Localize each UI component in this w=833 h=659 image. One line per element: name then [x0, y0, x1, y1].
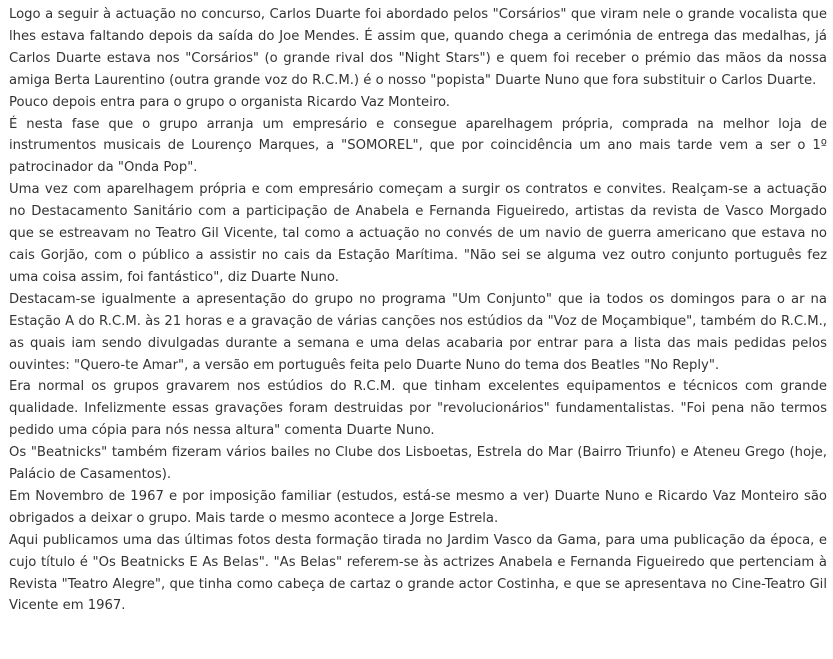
paragraph-gravacoes-rcm: Era normal os grupos gravarem nos estúdios do R.C.M. que tinham excelentes equipamentos e técnicos com grande qualidade. Infelizmente essas gravações foram destruidas por "revolucionários" fundamentalistas. "Foi pena não termos pedido uma cópia para nós nessa altura" comenta Duarte Nuno.: [9, 379, 827, 439]
paragraph-bailes: Os "Beatnicks" também fizeram vários bailes no Clube dos Lisboetas, Estrela do Mar (Bairro Triunfo) e Ateneu Grego (hoje, Palácio de Casamentos).: [9, 445, 827, 483]
paragraph-novembro-1967: Em Novembro de 1967 e por imposição familiar (estudos, está-se mesmo a ver) Duarte Nuno e Ricardo Vaz Monteiro são obrigados a deixar o grupo. Mais tarde o mesmo acontece a Jorge Estrela.: [9, 488, 827, 526]
paragraph-os-beatnicks-e-as-belas: Aqui publicamos uma das últimas fotos desta formação tirada no Jardim Vasco da Gama, para uma publicação da época, e cujo título é "Os Beatnicks E As Belas". "As Belas" referem-se às actrizes Anabela e Fernanda Figueiredo que pertenciam à Revista "Teatro Alegre", que tinha como cabeça de cartaz o grande actor Costinha, e que se apresentava no Cine-Teatro Gil Vicente em 1967.: [9, 532, 827, 614]
paragraph-contratos-convites: Uma vez com aparelhagem própria e com empresário começam a surgir os contratos e convites. Realçam-se a actuação no Destacamento Sanitário com a participação de Anabela e Fernanda Figueiredo, artistas da revista de Vasco Morgado que se estreavam no Teatro Gil Vicente, tal como a actuação no convés de um navio de guerra americano que estava no cais Gorjão, com o público a assistir no cais da Estação Marítima. "Não sei se alguma vez outro conjunto português fez uma coisa assim, foi fantástico", diz Duarte Nuno.: [9, 182, 827, 285]
paragraph-carlos-duarte-corsarios: Logo a seguir à actuação no concurso, Carlos Duarte foi abordado pelos "Corsários" que viram nele o grande vocalista que lhes estava faltando depois da saída do Joe Mendes. É assim que, quando chega a cerimónia de entrega das medalhas, já Carlos Duarte estava nos "Corsários" (o grande rival dos "Night Stars") e quem foi receber o prémio das mãos da nossa amiga Berta Laurentino (outra grande voz do R.C.M.) é o nosso "popista" Duarte Nuno que fora substituir o Carlos Duarte.: [9, 7, 827, 88]
paragraph-empresario-somorel: É nesta fase que o grupo arranja um empresário e consegue aparelhagem própria, comprada na melhor loja de instrumentos musicais de Lourenço Marques, a "SOMOREL", que por coincidência um ano mais tarde vem a ser o 1º patrocinador da "Onda Pop".: [9, 116, 827, 176]
paragraph-ricardo-vaz-monteiro-joins: Pouco depois entra para o grupo o organista Ricardo Vaz Monteiro.: [9, 94, 450, 110]
paragraph-um-conjunto-quero-te-amar: Destacam-se igualmente a apresentação do grupo no programa "Um Conjunto" que ia todos os domingos para o ar na Estação A do R.C.M. às 21 horas e a gravação de várias canções nos estúdios da "Voz de Moçambique", também do R.C.M., as quais iam sendo divulgadas durante a semana e uma delas acabaria por entrar para a lista das mais pedidas pelos ouvintes: "Quero-te Amar", a versão em português feita pelo Duarte Nuno do tema dos Beatles "No Reply".: [9, 291, 827, 373]
